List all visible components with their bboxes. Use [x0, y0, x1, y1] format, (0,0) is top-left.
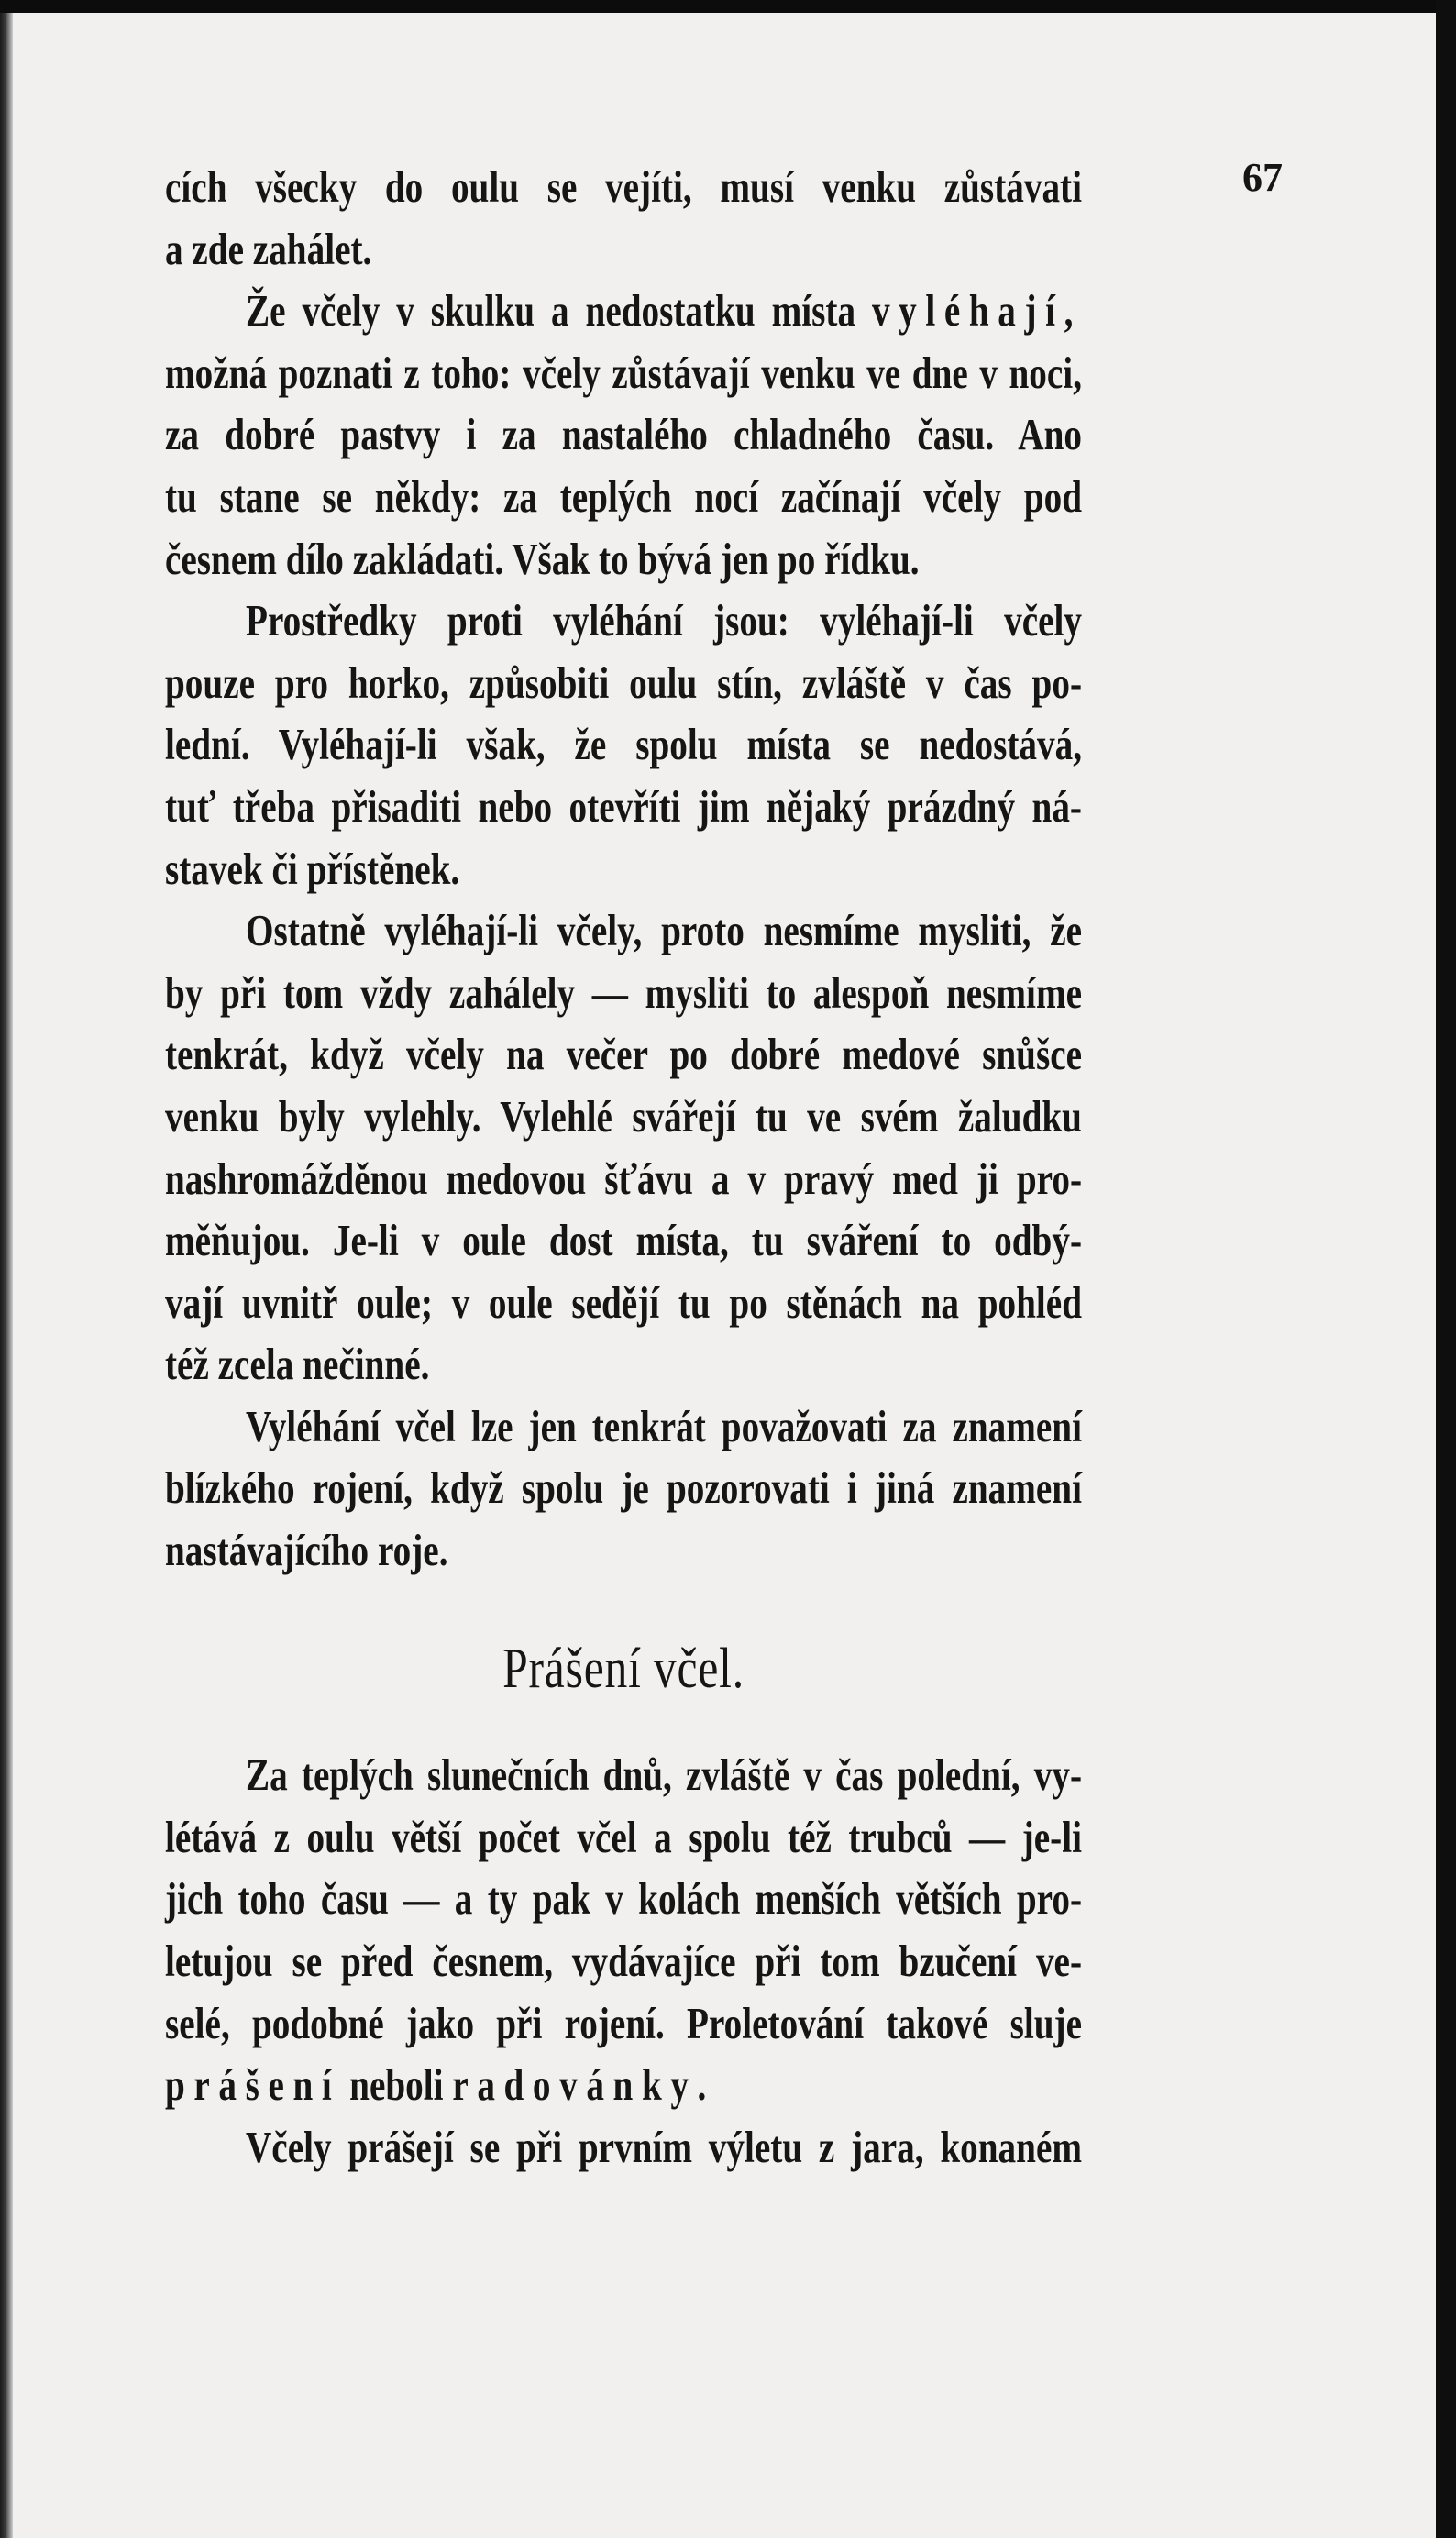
text-line: stavek či přístěnek. [165, 843, 460, 894]
text-line: letujou se před česnem, vydávajíce při tom bzučení ve- [165, 1936, 1082, 1987]
text-line [165, 280, 1082, 342]
page-number: 67 [1242, 155, 1283, 200]
text-line: též zcela nečinné. [165, 1339, 430, 1390]
text-line: měňujou. Je-li v oule dost místa, tu sváření to odbý- [165, 1215, 1082, 1266]
paragraph-2 [165, 280, 1082, 590]
text-line: tenkrát, když včely na večer po dobré medové snůšce [165, 1029, 1082, 1080]
paragraph-1 [165, 156, 1082, 280]
paragraph-4 [165, 899, 1082, 1396]
spaced-term: vyléhají, [871, 285, 1082, 337]
text-line: blízkého rojení, když spolu je pozorovati i jiná znamení [165, 1462, 1082, 1514]
text-line: za dobré pastvy i za nastalého chladného času. Ano [165, 409, 1082, 460]
text-line: létává z oulu větší počet včel a spolu též trubců — je-li [165, 1811, 1082, 1862]
text-line: Za teplých slunečních dnů, zvláště v čas polední, vy- [246, 1749, 1082, 1801]
text-line: cích všecky do oulu se vejíti, musí venku zůstávati [165, 161, 1082, 212]
text-line: Prostředky proti vyléhání jsou: vyléhají-li včely [246, 595, 1082, 646]
text-line: selé, podobné jako při rojení. Proletování takové sluje [165, 1997, 1082, 2048]
page-right-edge [1436, 0, 1456, 2538]
text-line: nastávajícího roje. [165, 1525, 448, 1576]
text-line: Včely prášejí se při prvním výletu z jara, konaném [246, 2121, 1082, 2172]
text-line: možná poznati z toho: včely zůstávají venku ve dne v noci, [165, 347, 1082, 398]
text-line: česnem dílo zakládati. Však to bývá jen po řídku. [165, 533, 920, 584]
spaced-term: prášení [165, 2059, 341, 2111]
text-line: jich toho času — a ty pak v kolách menších větších pro- [165, 1873, 1082, 1925]
paragraph-3 [165, 590, 1082, 899]
section-heading: Prášení včel. [502, 1637, 745, 1700]
text-line [165, 2054, 1082, 2116]
text-line: Vyléhání včel lze jen tenkrát považovati za znamení [246, 1400, 1082, 1451]
text-fragment: . [697, 2059, 707, 2111]
text-line: a zde zahálet. [165, 223, 372, 274]
page-text [165, 156, 1082, 2178]
paragraph-5 [165, 1396, 1082, 1582]
text-line: Ostatně vyléhají-li včely, proto nesmíme mysliti, že [246, 905, 1082, 956]
text-line: vají uvnitř oule; v oule sedějí tu po stěnách na pohléd [165, 1276, 1082, 1328]
spaced-term: radovánky [452, 2059, 698, 2111]
text-fragment: neboli [340, 2059, 453, 2111]
paragraph-6 [165, 1744, 1082, 2116]
text-line: tuť třeba přisaditi nebo otevříti jim nějaký prázdný ná- [165, 780, 1082, 832]
text-line: tu stane se někdy: za teplých nocí začínají včely pod [165, 470, 1082, 522]
paragraph-7 [165, 2116, 1082, 2179]
text-line: nashromážděnou medovou šťávu a v pravý med ji pro- [165, 1153, 1082, 1204]
page-left-edge [0, 13, 13, 2538]
text-line: venku byly vylehly. Vylehlé svářejí tu ve svém žaludku [165, 1090, 1082, 1142]
text-line: by při tom vždy zahálely — mysliti to alespoň nesmíme [165, 966, 1082, 1018]
text-line: lední. Vyléhají-li však, že spolu místa se nedostává, [165, 719, 1082, 770]
text-line: pouze pro horko, způsobiti oulu stín, zvláště v čas po- [165, 657, 1082, 708]
text-fragment: Že včely v skulku a nedostatku místa [246, 285, 856, 337]
